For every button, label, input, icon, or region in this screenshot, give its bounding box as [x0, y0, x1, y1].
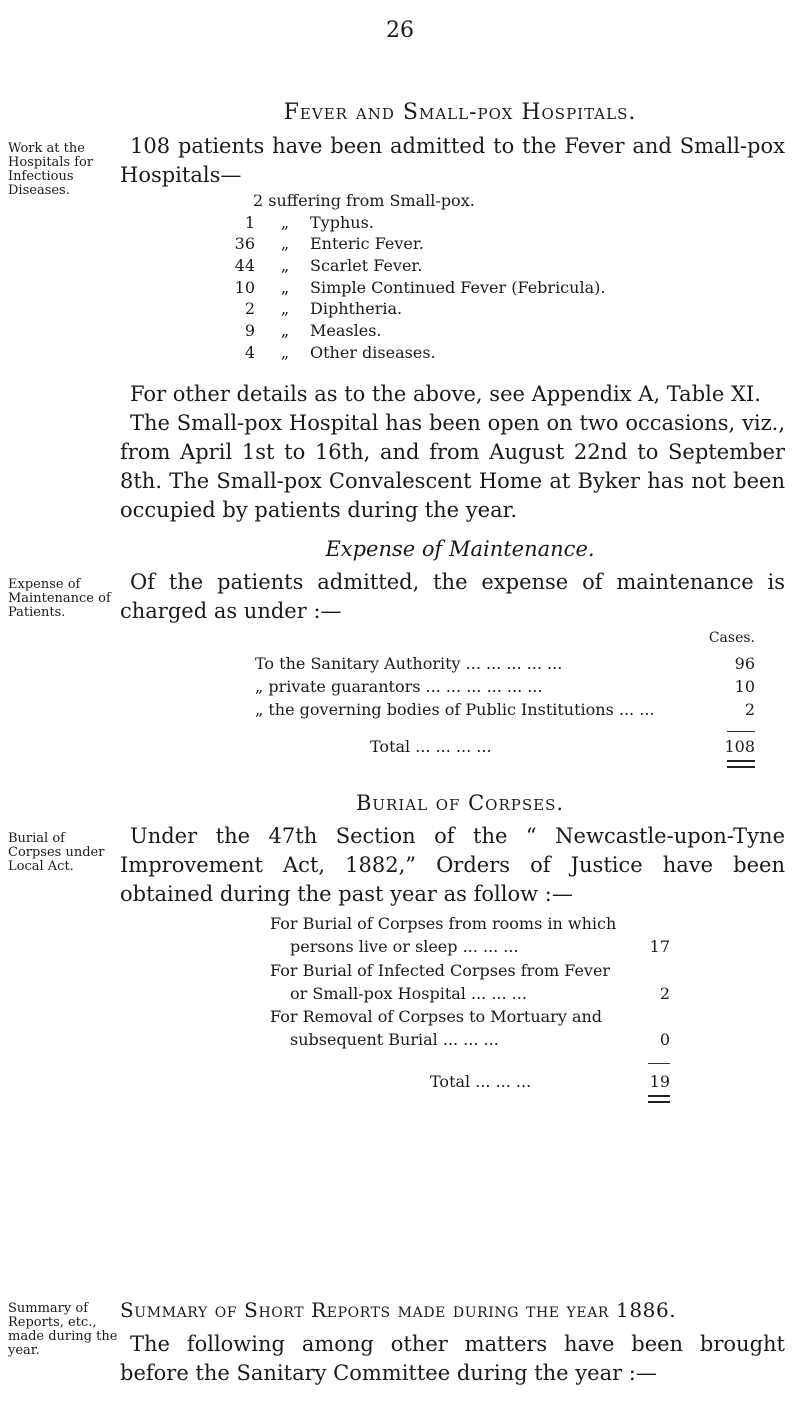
burial-line: subsequent Burial ... ... ... — [290, 1030, 499, 1050]
case-disease: Enteric Fever. — [310, 234, 424, 254]
case-ditto: suffering from — [268, 191, 385, 210]
burial-line: For Burial of Infected Corpses from Fever — [270, 960, 611, 980]
expense-value: 10 — [734, 677, 755, 696]
case-count: 36 — [234, 234, 255, 254]
case-disease: Measles. — [310, 321, 382, 341]
total-double-rule — [648, 1095, 670, 1103]
case-ditto: „ — [280, 299, 290, 319]
case-disease: Typhus. — [310, 212, 374, 232]
burial-row — [270, 982, 670, 1005]
total-double-rule — [727, 760, 755, 768]
cases-column-header: Cases. — [708, 630, 755, 646]
total-value: 108 — [724, 737, 755, 756]
case-ditto: „ — [280, 321, 290, 341]
paragraph-text: The Small-pox Hospital has been open on two occasions, viz., from April 1st to 16th, and from August 22nd to September 8th. The Small-pox Convalescent Home at Byker has not been occupied by patients during the year. — [120, 411, 785, 522]
section-heading-burial: Burial of Corpses. — [355, 791, 565, 815]
paragraph-text: The following among other matters have been brought before the Sanitary Committee during the year :— — [120, 1332, 785, 1385]
burial-line: or Small-pox Hospital ... ... ... — [290, 983, 527, 1003]
total-label: Total ... ... ... ... — [370, 737, 492, 756]
case-disease: Simple Continued Fever (Febricula). — [310, 277, 606, 297]
burial-value: 17 — [649, 937, 670, 957]
burial-intro — [120, 822, 785, 909]
section-heading-fever-hospitals: Fever and Small-pox Hospitals. — [283, 100, 637, 125]
expense-table — [255, 630, 755, 768]
expense-row — [255, 654, 755, 677]
case-ditto: „ — [280, 342, 290, 362]
summary-paragraph — [120, 1330, 785, 1388]
case-ditto: „ — [280, 234, 290, 254]
intro-text: 108 patients have been admitted to the Fever and Small-pox Hospitals— — [120, 134, 785, 187]
margin-note-expense: Expense of Maintenance of Patients. — [8, 577, 111, 620]
case-ditto: „ — [280, 212, 290, 232]
margin-note-summary: Summary of Reports, etc., made during the year. — [8, 1301, 118, 1358]
case-count: 44 — [234, 256, 255, 276]
intro-text: Under the 47th Section of the “ Newcastle-upon-Tyne Improvement Act, 1882,” Orders of Justice have been obtained during the past year as follow :— — [120, 824, 785, 906]
case-disease: Other diseases. — [310, 342, 436, 362]
burial-row — [270, 935, 670, 958]
case-ditto: „ — [280, 277, 290, 297]
burial-line: For Burial of Corpses from rooms in which — [270, 914, 617, 933]
subheading-expense: Expense of Maintenance. — [325, 537, 595, 561]
hospital-admissions-intro — [120, 132, 785, 190]
expense-label: To the Sanitary Authority ... ... ... ... ... — [255, 654, 563, 673]
case-disease: Diphtheria. — [310, 299, 403, 319]
subtotal-rule — [727, 731, 755, 732]
margin-note-burial: Burial of Corpses under Local Act. — [8, 831, 105, 874]
intro-text: Of the patients admitted, the expense of maintenance is charged as under :— — [120, 570, 785, 623]
expense-total-row — [255, 737, 755, 760]
case-disease: Small-pox. — [389, 191, 475, 210]
total-value: 19 — [649, 1071, 670, 1091]
case-count: 1 — [244, 212, 255, 232]
case-count: 2 — [253, 191, 264, 210]
expense-value: 96 — [734, 654, 755, 673]
expense-row — [255, 700, 755, 723]
appendix-reference — [120, 380, 785, 409]
expense-label: „ private guarantors ... ... ... ... ... ... — [255, 677, 543, 696]
case-count: 9 — [244, 321, 255, 341]
subtotal-rule — [648, 1063, 670, 1064]
case-count: 10 — [234, 277, 255, 297]
case-count: 2 — [244, 299, 255, 319]
burial-orders-list — [270, 912, 670, 1101]
burial-value: 0 — [659, 1030, 670, 1050]
case-ditto: „ — [280, 256, 290, 276]
expense-intro — [120, 568, 785, 626]
burial-line: persons live or sleep ... ... ... — [290, 937, 519, 957]
burial-line: For Removal of Corpses to Mortuary and — [270, 1007, 603, 1027]
section-heading-summary: Summary of Short Reports made during the year 1886. — [120, 1298, 677, 1322]
page-number: 26 — [386, 18, 414, 43]
total-label: Total ... ... ... — [430, 1071, 532, 1091]
case-count: 4 — [244, 342, 255, 362]
burial-value: 2 — [659, 983, 670, 1003]
expense-label: „ the governing bodies of Public Institutions ... ... — [255, 700, 655, 719]
burial-total-row — [270, 1070, 670, 1093]
expense-value: 2 — [744, 700, 755, 719]
burial-row — [270, 1028, 670, 1051]
case-disease: Scarlet Fever. — [310, 256, 423, 276]
margin-note-work-at-hospitals: Work at the Hospitals for Infectious Diseases. — [8, 141, 94, 198]
smallpox-hospital-paragraph — [120, 409, 785, 525]
expense-row — [255, 677, 755, 700]
details-text: For other details as to the above, see Appendix A, Table XI. — [130, 382, 761, 406]
